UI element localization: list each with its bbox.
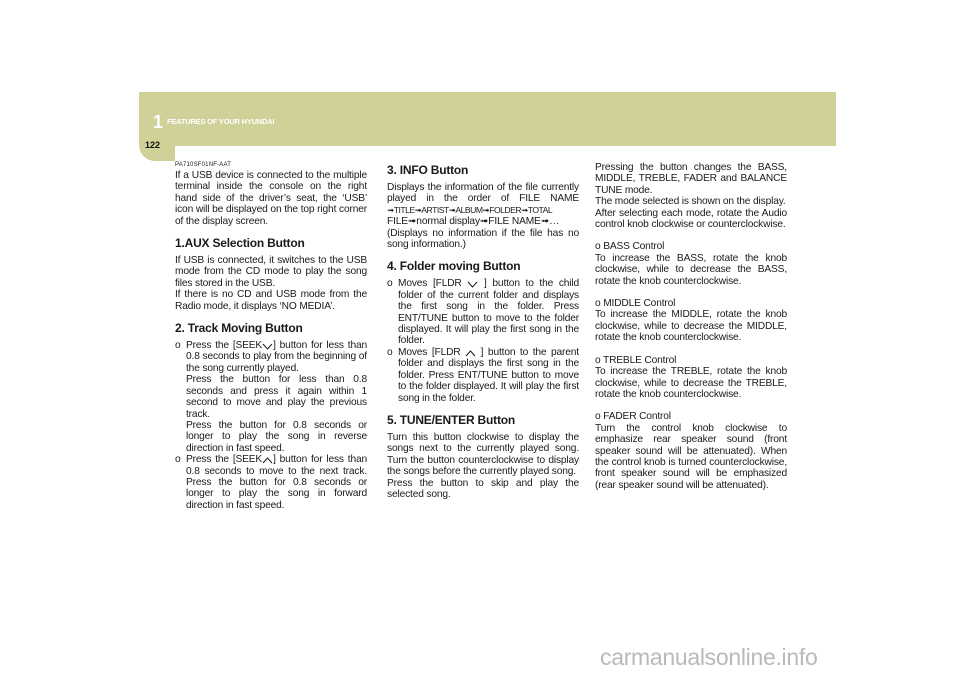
heading-folder-moving: 4. Folder moving Button bbox=[387, 259, 521, 274]
fader-text: Turn the control knob clockwise to emphasize rear speaker sound (front speaker sound will be attenuated). When the control knob is turned counterclockwise, front speaker sound will be emphasized (rear speaker sound will be attenuated). bbox=[595, 422, 787, 491]
middle-title: o MIDDLE Control bbox=[595, 298, 676, 310]
section-code: PA710SF01NF-AAT bbox=[175, 162, 232, 168]
bullet-marker: o bbox=[387, 346, 393, 358]
heading-info-button: 3. INFO Button bbox=[387, 163, 469, 177]
info-text: Displays the information of the file currently played in the order of FILE NAME bbox=[387, 182, 579, 205]
bass-text: To increase the BASS, rotate the knob clockwise, while to decrease the BASS, rotate the knob counterclockwise. bbox=[595, 252, 787, 287]
bass-title: o BASS Control bbox=[595, 241, 665, 253]
folder-bullet-child bbox=[387, 278, 579, 346]
bullet-text: Press the [SEEK bbox=[186, 340, 263, 352]
watermark: carmanualsonline.info bbox=[600, 644, 818, 670]
column-1 bbox=[175, 162, 367, 511]
bullet-text: Press the button for less than 0.8 seconds and press it again within 1 second to move and play the previous track. bbox=[186, 374, 367, 420]
bullet-text: Moves [FLDR bbox=[398, 278, 462, 290]
bullet-marker: o bbox=[175, 454, 181, 466]
chevron-down-icon bbox=[262, 342, 273, 349]
track-bullet-seek-down bbox=[175, 340, 367, 454]
aux-paragraph-2: If there is no CD and USB mode from the Radio mode, it displays ‘NO MEDIA’. bbox=[175, 289, 367, 312]
fader-title: o FADER Control bbox=[595, 411, 671, 423]
info-sequence: ➟TITLE➟ARTIST➟ALBUM➟FOLDER➟TOTAL bbox=[387, 204, 553, 215]
chevron-down-icon bbox=[467, 280, 478, 287]
mode-paragraph-2: The mode selected is shown on the display. bbox=[595, 196, 786, 208]
tune-paragraph-2: Press the button to skip and play the selected song. bbox=[387, 477, 579, 500]
tune-paragraph-1: Turn this button clockwise to display the songs next to the currently played song. Turn the button counterclockwise to display the songs before the currently played song. bbox=[387, 431, 579, 478]
page-number: 122 bbox=[145, 140, 161, 150]
heading-track-moving: 2. Track Moving Button bbox=[175, 321, 303, 336]
bullet-text: Press the [SEEK bbox=[186, 454, 263, 466]
info-note: (Displays no information if the file has no song information.) bbox=[387, 227, 579, 251]
info-text: FILE➟normal display➟FILE NAME➟… bbox=[387, 216, 560, 228]
mode-paragraph-1: Pressing the button changes the BASS, MIDDLE, TREBLE, FADER and BALANCE TUNE mode. bbox=[595, 162, 787, 196]
chapter-number: 1 bbox=[153, 112, 164, 132]
heading-aux-selection: 1.AUX Selection Button bbox=[175, 236, 305, 251]
column-3 bbox=[595, 162, 787, 491]
aux-paragraph-1: If USB is connected, it switches to the USB mode from the CD mode to play the song files stored in the USB. bbox=[175, 255, 367, 289]
chapter-title: FEATURES OF YOUR HYUNDAI bbox=[167, 117, 275, 126]
treble-text: To increase the TREBLE, rotate the knob clockwise, while to decrease the TREBLE, rotate the knob counterclockwise. bbox=[595, 366, 787, 400]
bullet-text: ] button for less than 0.8 seconds to play from the beginning of the song currently played. bbox=[186, 340, 367, 374]
chevron-up-icon bbox=[465, 349, 476, 356]
bullet-text: ] button for less than 0.8 seconds to move to the next track. Press the button for 0.8 seconds or longer to play the song in forward direction in fast speed. bbox=[186, 454, 367, 511]
usb-intro: If a USB device is connected to the multiple terminal inside the console on the right hand side of the driver’s seat, the ‘USB’ icon will be displayed on the top right corner of the display screen. bbox=[175, 170, 367, 227]
bullet-text: ] button to the child folder of the current folder and displays the first song in the folder. Press ENT/TUNE button to move to the folder displayed. It will play the first song in the folder. bbox=[398, 278, 580, 347]
bullet-marker: o bbox=[175, 340, 181, 352]
info-paragraph bbox=[387, 182, 579, 228]
bullet-text: Moves [FLDR bbox=[398, 346, 461, 358]
treble-title: o TREBLE Control bbox=[595, 354, 677, 366]
middle-text: To increase the MIDDLE, rotate the knob clockwise, while to decrease the MIDDLE, rotate the knob counterclockwise. bbox=[595, 309, 787, 344]
column-2 bbox=[387, 162, 579, 500]
mode-paragraph-3: After selecting each mode, rotate the Audio control knob clockwise or counterclockwise. bbox=[595, 207, 787, 231]
bullet-marker: o bbox=[387, 278, 393, 290]
folder-bullet-parent bbox=[387, 347, 579, 404]
track-bullet-seek-up bbox=[175, 454, 367, 511]
bullet-text: Press the button for 0.8 seconds or longer to play the song in reverse direction in fast speed. bbox=[186, 419, 367, 454]
bullet-text: ] button to the parent folder and displays the first song in the folder. Press ENT/TUNE button to move to the folder displayed. It will play the first song in the folder. bbox=[398, 346, 579, 404]
heading-tune-enter: 5. TUNE/ENTER Button bbox=[387, 412, 515, 427]
chevron-up-icon bbox=[262, 456, 273, 463]
